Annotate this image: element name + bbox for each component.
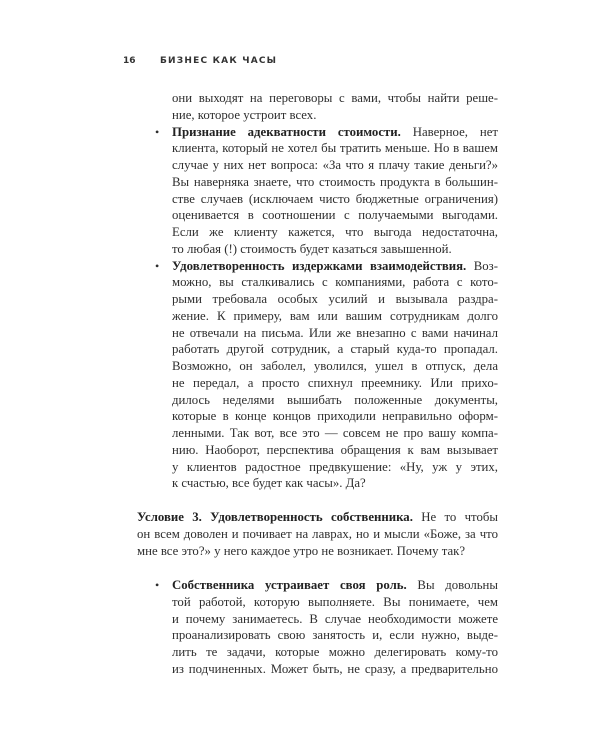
list-item: [155, 124, 498, 258]
bullet-icon: •: [155, 578, 160, 592]
paragraph: [172, 90, 498, 124]
line-text: ленными. Так вот, все это — совсем не про вашу компа-: [172, 426, 498, 440]
line-text: Не то чтобы: [412, 510, 498, 524]
list-item: [155, 577, 498, 678]
text-line: [172, 627, 498, 644]
text-line: [172, 124, 498, 141]
line-text: Вы наверняка знаете, что стоимость продукта в большин-: [172, 174, 498, 189]
paragraph: [137, 509, 498, 559]
text-line: [172, 325, 498, 342]
text-line: [172, 425, 498, 442]
line-text: он всем доволен и почивает на лаврах, но и мысли «Боже, за что: [137, 526, 498, 541]
line-text: Возможно, он заболел, уволился, ушел в отпуск, дела: [172, 359, 498, 373]
line-text: ние, которое устроит всех.: [172, 107, 317, 122]
line-text: у клиентов радостное предвкушение: «Ну, уж у этих,: [172, 459, 498, 474]
bullet-list-2: [155, 577, 498, 678]
text-line: [172, 258, 498, 275]
text-line: [137, 526, 498, 543]
text-line: [172, 358, 498, 375]
text-line: [172, 90, 498, 107]
bold-lead: Собственника устраивает своя роль.: [172, 578, 407, 592]
bold-lead: Признание адекватности стоимости.: [172, 124, 401, 139]
line-text: они выходят на переговоры с вами, чтобы найти реше-: [172, 91, 498, 105]
text-line: [172, 191, 498, 208]
line-text: Наверное, нет: [400, 124, 498, 139]
running-title: БИЗНЕС КАК ЧАСЫ: [160, 56, 278, 66]
bullet-icon: •: [155, 124, 160, 139]
text-line: [172, 459, 498, 476]
text-line: [137, 543, 498, 560]
text-line: [172, 291, 498, 308]
text-line: [172, 308, 498, 325]
line-text: и почему занимаетесь. В случае необходимости можете: [172, 611, 498, 626]
text-line: [172, 107, 498, 124]
condition-3-paragraph: [137, 509, 498, 559]
line-text: оценивается в соотношении с получаемыми выгодами.: [172, 208, 498, 223]
list-item: [155, 258, 498, 493]
bullet-list-1: [155, 90, 498, 492]
line-text: клиента, который не хотел бы тратить меньше. Но в вашем: [172, 141, 498, 156]
line-text: стве случаев (исключаем чисто бюджетные ограничения): [172, 191, 498, 206]
text-line: [172, 392, 498, 409]
line-text: проанализировать свою занятость и, если нужно, выде-: [172, 628, 498, 643]
line-text: лить те задачи, которые можно делегировать кому-то: [172, 645, 498, 659]
line-text: не передал, а просто спихнул преемнику. Или прихо-: [172, 375, 498, 390]
text-line: [172, 661, 498, 678]
text-line: [172, 375, 498, 392]
text-line: [172, 475, 498, 492]
line-text: Воз-: [466, 258, 498, 273]
text-line: [137, 509, 498, 526]
text-line: [172, 224, 498, 241]
line-text: той работой, которую выполняете. Вы понимаете, чем: [172, 594, 498, 609]
text-line: [172, 140, 498, 157]
text-line: [172, 442, 498, 459]
text-line: [172, 611, 498, 628]
line-text: из подчиненных. Может быть, не сразу, а предварительно: [172, 661, 498, 676]
text-line: [172, 594, 498, 611]
line-text: Если же клиенту кажется, что выгода недостаточна,: [172, 225, 498, 239]
line-text: мне все это?» у него каждое утро не возникает. Почему так?: [137, 543, 466, 558]
text-line: [172, 408, 498, 425]
line-text: которые в конце концов приходили неправильно оформ-: [172, 409, 498, 424]
running-head: [123, 56, 277, 66]
line-text: нию. Наоборот, перспектива обращения к вам вызывает: [172, 442, 498, 457]
bullet-icon: •: [155, 258, 160, 273]
text-line: [172, 241, 498, 258]
line-text: можно, вы сталкивались с компаниями, работа с кото-: [172, 275, 498, 290]
text-line: [172, 157, 498, 174]
line-text: рыми требовала особых усилий и вызывала раздра-: [172, 292, 498, 306]
text-line: [172, 644, 498, 661]
line-text: жение. К примеру, вам или вашим сотрудникам долго: [172, 308, 498, 323]
line-text: к счастью, все будет как часы». Да?: [172, 476, 366, 491]
text-line: [172, 207, 498, 224]
text-line: [172, 341, 498, 358]
bold-lead: Удовлетворенность издержками взаимодействия.: [172, 258, 467, 273]
text-line: [172, 274, 498, 291]
line-text: Вы довольны: [406, 578, 498, 592]
line-text: не отвечали на письма. Или же внезапно с вами начинал: [172, 325, 498, 340]
page-number: 16: [123, 56, 136, 66]
text-line: [172, 174, 498, 191]
line-text: дилось неделями вышибать положенные документы,: [172, 392, 498, 407]
line-text: то любая (!) стоимость будет казаться завышенной.: [172, 241, 452, 256]
bold-lead: Условие 3. Удовлетворенность собственника.: [137, 510, 413, 524]
line-text: случае у них нет вопроса: «За что я плачу такие деньги?»: [172, 158, 498, 172]
text-line: [172, 577, 498, 594]
line-text: работать другой сотрудник, а старый куда-то пропадал.: [172, 342, 498, 357]
